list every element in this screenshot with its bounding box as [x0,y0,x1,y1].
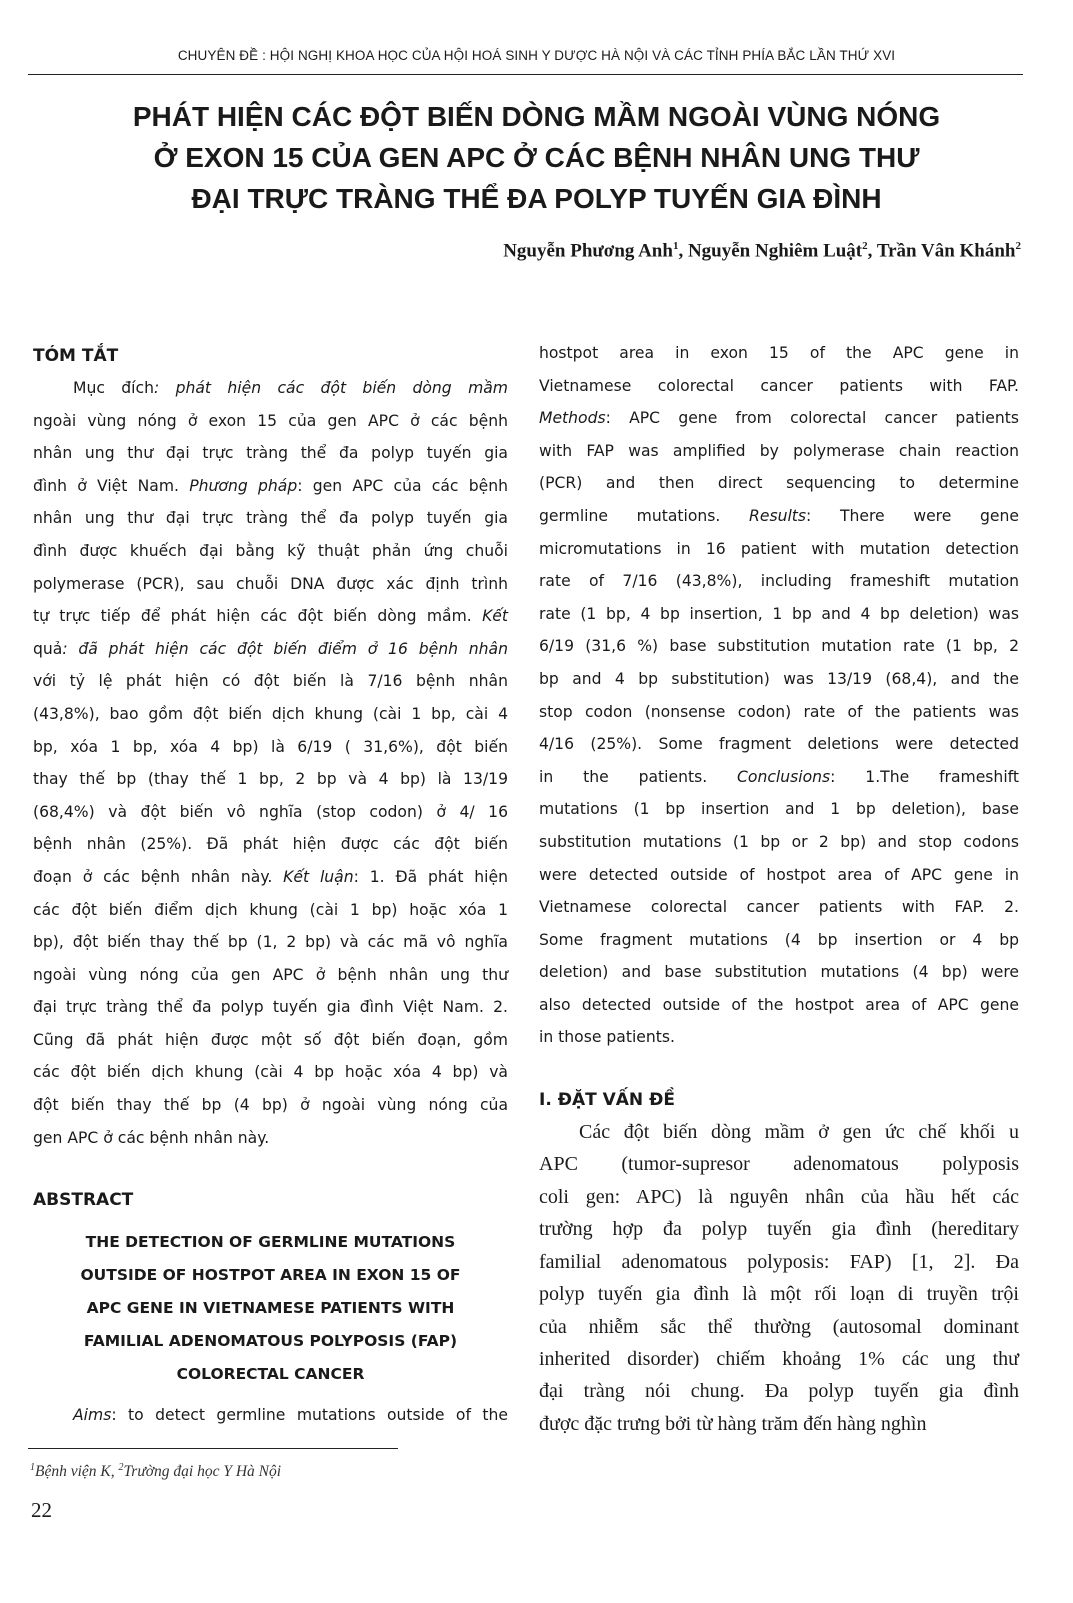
text-line: coli gen: APC) là nguyên nhân của hầu hết các [539,1185,1019,1208]
text-line: thay thế bp (thay thế 1 bp, 2 bp và 4 bp) là 13/19 [33,770,508,789]
text-line: hostpot area in exon 15 of the APC gene in [539,344,1019,362]
text-line: trường hợp đa polyp tuyến gia đình (hereditary [539,1218,1019,1241]
text-line: các đột biến điểm dịch khung (cài 1 bp) hoặc xóa 1 [33,900,508,919]
author-1: Nguyễn Phương Anh [503,240,673,262]
text-line: các đột biến dịch khung (cài 4 bp hoặc xóa 4 bp) và [33,1063,508,1082]
text-run: : 1.The frameshift [830,767,1019,786]
text-line: Vietnamese colorectal cancer patients with FAP. [539,376,1019,395]
text-line: đại tràng nói chung. Đa polyp tuyến gia đình [539,1380,1019,1403]
right-column [539,337,1019,1440]
text-line: (43,8%), bao gồm đột biến dịch khung (cài 1 bp, cài 4 [33,704,508,723]
aims-text: : to detect germline mutations outside of the [111,1406,508,1425]
abstract-title-line: COLORECTAL CANCER [176,1365,365,1384]
text-line [33,861,508,894]
text-line: (68,4%) và đột biến vô nghĩa (stop codon) ở 4/ 16 [33,802,508,821]
text-run: đoạn ở các bệnh nhân này. [33,867,284,886]
summary-heading: TÓM TẮT [33,346,119,366]
text-line: đại trực tràng thể đa polyp tuyến gia đình Việt Nam. 2. [33,998,508,1017]
text-line: rate (1 bp, 4 bp insertion, 1 bp and 4 bp deletion) was [539,604,1019,623]
text-run: quả [33,639,63,658]
text-line: also detected outside of the hostpot area of APC gene [539,995,1019,1014]
text-line [33,600,508,633]
section-1-body [539,1116,1019,1440]
author-3: Trần Vân Khánh [876,240,1016,262]
italic-label: Kết luận [283,867,354,886]
title-line-2: Ở EXON 15 CỦA GEN APC Ở CÁC BỆNH NHÂN UNG THƯ [153,142,920,173]
text-line: ngoài vùng nóng ở exon 15 của gen APC ở các bệnh [33,411,508,430]
text-line: Some fragment mutations (4 bp insertion or 4 bp [539,930,1019,949]
title-line-1: PHÁT HIỆN CÁC ĐỘT BIẾN DÒNG MẦM NGOÀI VÙNG NÓNG [132,101,941,132]
text-line: bp and 4 bp substitution) was 13/19 (68,4), and the [539,669,1019,688]
text-line: substitution mutations (1 bp or 2 bp) and stop codons [539,832,1019,851]
abstract-title-line: APC GENE IN VIETNAMESE PATIENTS WITH [86,1299,455,1318]
text-run: Mục đích [73,379,154,397]
text-line: stop codon (nonsense codon) rate of the patients was [539,702,1019,721]
author-1-affiliation: 1 [672,240,679,252]
italic-label: Methods [539,409,606,428]
text-line: Vietnamese colorectal cancer patients with FAP. 2. [539,898,1019,917]
abstract-title-line: OUTSIDE OF HOSTPOT AREA IN EXON 15 OF [80,1266,461,1285]
text-line: Các đột biến dòng mầm ở gen ức chế khối u [579,1121,1019,1144]
author-3-affiliation: 2 [1015,240,1021,252]
text-line: đình được khuếch đại bằng kỹ thuật phản ứng chuỗi [33,541,508,560]
text-line: (PCR) and then direct sequencing to determine [539,474,1019,493]
text-line: đột biến thay thế bp (4 bp) ở ngoài vùng nóng của [33,1096,508,1115]
page-number: 22 [31,1498,52,1522]
text-line: micromutations in 16 patient with mutation detection [539,539,1019,558]
text-line: rate of 7/16 (43,8%), including frameshift mutation [539,572,1019,591]
text-line: in those patients. [539,1028,675,1047]
text-line [539,761,1019,794]
text-run: germline mutations. [539,506,750,525]
text-line: bp, xóa 1 bp, xóa 4 bp) là 6/19 ( 31,6%), đột biến [33,737,508,756]
abstract-title-line: THE DETECTION OF GERMLINE MUTATIONS [85,1233,456,1252]
text-run: đình ở Việt Nam. [33,476,190,495]
abstract-body [539,337,1019,1054]
text-line: were detected outside of hostpot area of APC gene in [539,865,1019,884]
text-line: bp), đột biến thay thế bp (1, 2 bp) và các mã vô nghĩa [33,933,508,952]
text-line: 4/16 (25%). Some fragment deletions were detected [539,735,1019,754]
abstract-title [33,1226,508,1391]
text-run: tự trực tiếp để phát hiện các đột biến dòng mầm. [33,607,483,626]
article-title [60,96,1013,219]
footnote-rule [28,1448,398,1449]
title-line-3: ĐẠI TRỰC TRÀNG THỂ ĐA POLYP TUYẾN GIA ĐÌNH [191,183,882,214]
text-line: with FAP was amplified by polymerase chain reaction [539,441,1019,460]
text-line: inherited disorder) chiếm khoảng 1% các ung thư [539,1347,1019,1370]
header-rule [28,74,1023,75]
affiliation-2: Trường đại học Y Hà Nội [123,1463,282,1481]
text-line: 6/19 (31,6 %) base substitution mutation rate (1 bp, 2 [539,637,1019,656]
affiliation-1: Bệnh viện K, [35,1463,119,1481]
text-line: APC (tumor-supresor adenomatous polyposis [539,1153,1019,1176]
text-line: của nhiễm sắc thể thường (autosomal dominant [539,1315,1019,1338]
text-line: gen APC ở các bệnh nhân này. [33,1128,270,1147]
italic-label: : phát hiện các đột biến dòng mầm [153,379,509,397]
abstract-heading: ABSTRACT [33,1190,134,1211]
italic-label: Phương pháp [189,476,298,495]
text-line [33,470,508,503]
text-line: bệnh nhân (25%). Đã phát hiện được các đột biến [33,835,508,854]
text-line: với tỷ lệ phát hiện có đột biến là 7/16 bệnh nhân [33,672,508,691]
text-line: deletion) and base substitution mutations (4 bp) were [539,963,1019,982]
summary-body [33,372,508,1154]
author-list: Nguyễn Phương Anh$^1$, Nguyễn Nghiêm Luật$^2$, Trần Vân Khánh$^2$ [503,240,1021,262]
italic-label: Kết [482,607,508,626]
author-2-affiliation: 2 [862,240,868,252]
text-run: : There were gene [806,506,1019,525]
text-line [539,402,1019,435]
text-line [33,633,508,666]
text-run: in the patients. [539,767,738,786]
italic-label: Results [749,506,807,525]
italic-label: Conclusions [737,767,831,786]
text-line: polymerase (PCR), sau chuỗi DNA được xác định trình [33,574,508,593]
italic-label: : đã phát hiện các đột biến điểm ở 16 bệnh nhân [62,639,508,658]
text-run: : APC gene from colorectal cancer patients [605,409,1019,428]
text-line: nhân ung thư đại trực tràng thể đa polyp tuyến gia [33,444,508,463]
left-column [33,340,508,1432]
text-line: polyp tuyến gia đình là một rối loạn di truyền trội [539,1283,1019,1306]
text-line: mutations (1 bp insertion and 1 bp deletion), base [539,800,1019,819]
text-line: Cũng đã phát hiện được một số đột biến đoạn, gồm [33,1030,508,1049]
affiliation-footnote [30,1462,281,1481]
running-head: CHUYÊN ĐỀ : HỘI NGHỊ KHOA HỌC CỦA HỘI HOÁ SINH Y DƯỢC HÀ NỘI VÀ CÁC TỈNH PHÍA BẮC LẦN THỨ XVI [177,48,896,63]
text-line [539,500,1019,533]
text-run: : 1. Đã phát hiện [353,867,508,886]
abstract-aims-line [33,1399,508,1432]
author-2: Nguyễn Nghiêm Luật [687,240,863,262]
footnote-mark-1: 1 [30,1462,35,1473]
abstract-title-line: FAMILIAL ADENOMATOUS POLYPOSIS (FAP) [83,1332,458,1351]
text-line: nhân ung thư đại trực tràng thể đa polyp tuyến gia [33,509,508,528]
text-line: được đặc trưng bởi từ hàng trăm đến hàng nghìn [539,1412,927,1435]
text-run: : gen APC của các bệnh [297,476,508,495]
text-line: ngoài vùng nóng của gen APC ở bệnh nhân ung thư [33,965,508,984]
text-line: familial adenomatous polyposis: FAP) [1, 2]. Đa [539,1250,1019,1273]
section-1-heading: I. ĐẶT VẤN ĐỀ [539,1090,675,1111]
footnote-mark-2: 2 [118,1462,124,1473]
aims-label: Aims [73,1406,112,1425]
text-line [33,372,508,405]
